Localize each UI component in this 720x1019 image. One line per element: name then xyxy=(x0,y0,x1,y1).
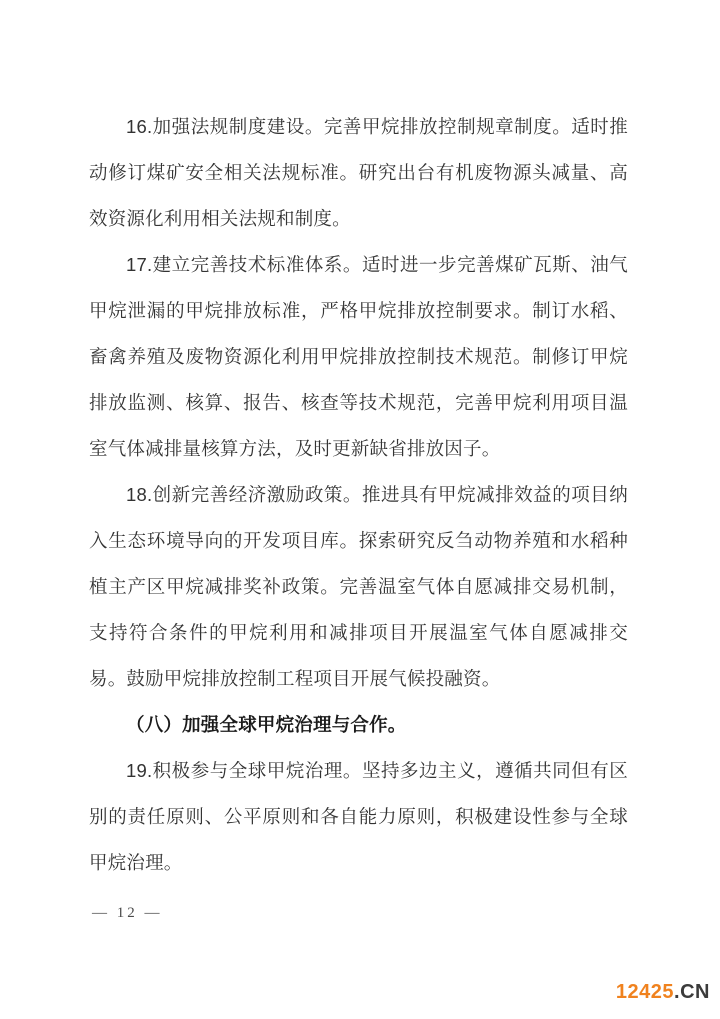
watermark-brand: 12425 xyxy=(615,981,675,1003)
paragraph: 18.创新完善经济激励政策。推进具有甲烷减排效益的项目纳入生态环境导向的开发项目库。探索研究反刍动物养殖和水稻种植主产区甲烷减排奖补政策。完善温室气体自愿减排交易机制，支持符合条件的甲烷利用和减排项目开展温室气体自愿减排交易。鼓励甲烷排放控制工程项目开展气候投融资。 xyxy=(89,484,628,689)
paragraph: 19.积极参与全球甲烷治理。坚持多边主义，遵循共同但有区别的责任原则、公平原则和各自能力原则，积极建设性参与全球甲烷治理。 xyxy=(89,760,628,873)
watermark-suffix: .CN xyxy=(674,981,710,1003)
section-heading: （八）加强全球甲烷治理与合作。 xyxy=(126,714,407,735)
page-number: — 12 — xyxy=(92,905,163,921)
paragraph: 16.加强法规制度建设。完善甲烷排放控制规章制度。适时推动修订煤矿安全相关法规标准。研究出台有机废物源头减量、高效资源化利用相关法规和制度。 xyxy=(89,116,628,229)
document-body xyxy=(89,104,628,886)
watermark xyxy=(616,981,710,1004)
paragraph: 17.建立完善技术标准体系。适时进一步完善煤矿瓦斯、油气甲烷泄漏的甲烷排放标准，严格甲烷排放控制要求。制订水稻、畜禽养殖及废物资源化利用甲烷排放控制技术规范。制修订甲烷排放监测、核算、报告、核查等技术规范，完善甲烷利用项目温室气体减排量核算方法，及时更新缺省排放因子。 xyxy=(89,254,628,459)
